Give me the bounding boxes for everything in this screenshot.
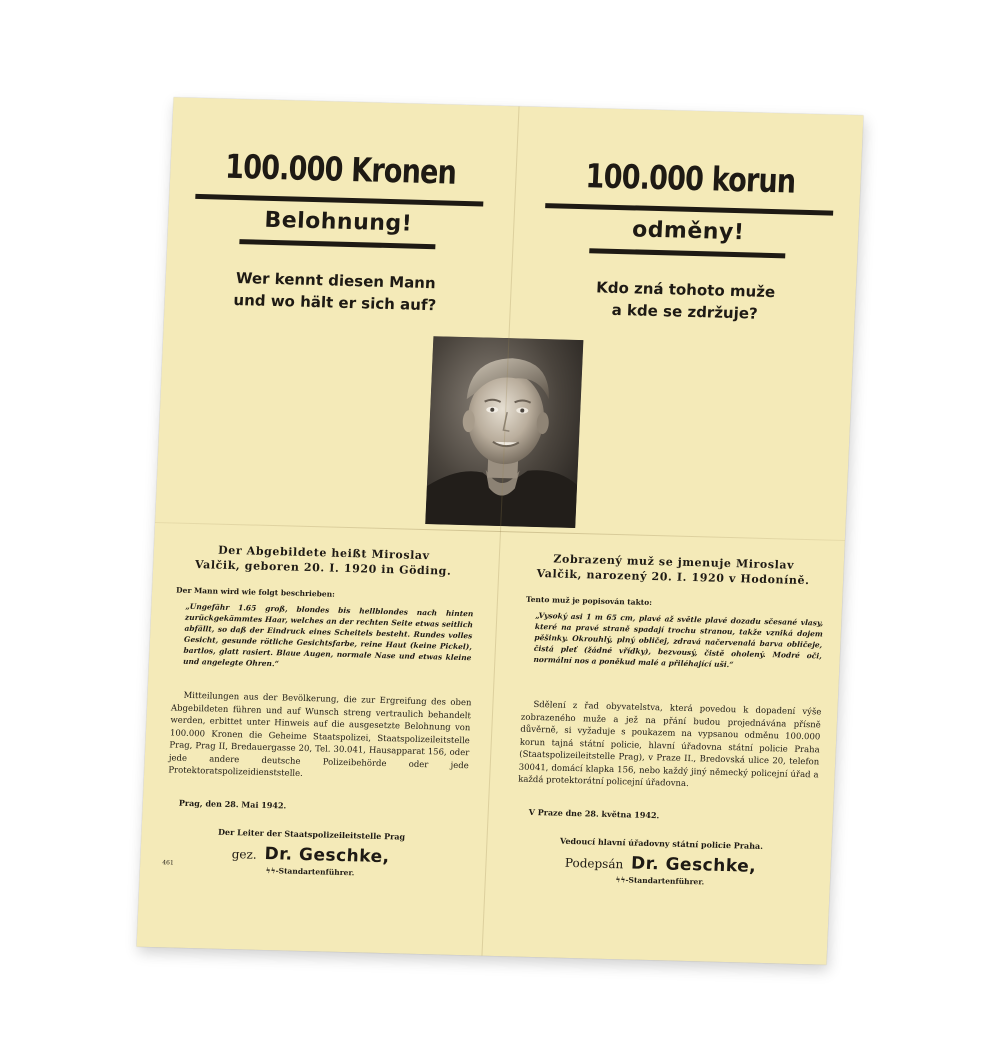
description-text: „Vysoký asi 1 m 65 cm, plavé až světle plavé dozadu sčesané vlasy, které na pravé straně spadají trochu stranou, takže vzniká dojem pěšinky. Okrouhlý, plný obličej, zdravá načervenalá barva obličeje, čistá pleť (žádné vřídky), bezvousý, čistě oholený. Modré oči, normální nos a poněkud malé a přiléhající uši.“ [533, 610, 824, 670]
portrait-image [425, 336, 583, 528]
name-line: Valčik, narozený 20. I. 1920 v Hodoníně. [536, 566, 810, 588]
signature-block [500, 834, 822, 889]
signed-label: Podepsán [564, 855, 624, 872]
question-line: und wo hält er sich auf? [233, 290, 437, 315]
information-request: Mitteilungen aus der Bevölkerung, die zur Ergreifung des oben Abgebildeten führen und auf Wunsch streng vertraulich behandelt werden, erbittet unter Hinweis auf die ausgesetzte Belohnung von 100.000 Kronen die Geheime Staatspolizei, Staatspolizeileitstelle Prag, Prag II, Bredauergasse 20, Tel. 30.041, Hausapparat 156, oder jede andere deutsche Polizeibehörde oder jede Protektoratspolizeidienststelle. [168, 690, 472, 779]
name-line: Zobrazený muž se jmenuje Miroslav [553, 552, 795, 572]
signatory-title: Vedoucí hlavní úřadovny státní policie Praha. [559, 835, 764, 851]
wanted-poster [137, 97, 864, 964]
description-heading: Der Mann wird wie folgt beschrieben: [175, 585, 336, 599]
divider-rule [545, 203, 833, 216]
issue-date: V Praze dne 28. května 1942. [528, 806, 660, 821]
name-statement [173, 541, 474, 579]
name-statement [523, 551, 824, 589]
signatory-name: Dr. Geschke, [264, 843, 391, 868]
reward-amount: 100.000 Kronen [224, 146, 457, 192]
signature-block [150, 825, 472, 880]
name-line: Der Abgebildete heißt Miroslav [217, 543, 430, 563]
signatory-rank: ϟϟ-Standartenführer. [615, 875, 705, 887]
question-line: Wer kennt diesen Mann [235, 269, 437, 293]
divider-rule [195, 194, 483, 207]
divider-rule [589, 248, 785, 258]
signed-label: gez. [231, 847, 257, 862]
german-column [147, 98, 504, 956]
description-text: „Ungefähr 1.65 groß, blondes bis hellblondes nach hinten zurückgekämmtes Haar, welches an der rechten Seite etwas seitlich abfällt, so daß der Eindruck eines Scheitels besteht. Rundes volles Gesicht, gesunde rötliche Gesichtsfarbe, reine Haut (keine Pickel), bartlos, glatt rasiert. Blaue Augen, normale Nase und etwas kleine und angelegte Ohren.“ [182, 601, 474, 669]
signatory-rank: ϟϟ-Standartenführer. [265, 865, 355, 878]
signatory-name: Dr. Geschke, [630, 853, 757, 877]
portrait-photo [425, 336, 583, 528]
question-heading [524, 275, 846, 327]
information-request: Sdělení z řad obyvatelstva, která povedou k dopadení výše zobrazeného muže a jež na přání budou projednávána přísně důvěrně, si vyžaduje s poukazem na vypsanou odměnu 100.000 korun tajná státní policie, hlavní úřadovna státní policie Praha (Staatspolizeileitstelle Prag), v Praze II., Bredovská ulice 20, telefon 30041, domácí klapka 156, nebo každý jiný německý policejní úřad a každá protektorátní policejní úřadovna. [517, 699, 822, 790]
page-number: 461 [162, 859, 174, 867]
description-heading: Tento muž je popisován takto: [525, 594, 653, 607]
reward-heading: odměny! [631, 217, 745, 246]
question-heading [174, 265, 496, 317]
czech-column [496, 107, 853, 965]
reward-heading: Belohnung! [263, 207, 413, 237]
reward-amount: 100.000 korun [584, 156, 797, 201]
name-line: Valčik, geboren 20. I. 1920 in Göding. [194, 558, 452, 578]
issue-date: Prag, den 28. Mai 1942. [178, 797, 287, 811]
divider-rule [239, 239, 435, 249]
question-line: Kdo zná tohoto muže [595, 278, 776, 302]
signatory-title: Der Leiter der Staatspolizeileitstelle Prag [217, 826, 406, 842]
question-line: a kde se zdržuje? [611, 300, 759, 323]
